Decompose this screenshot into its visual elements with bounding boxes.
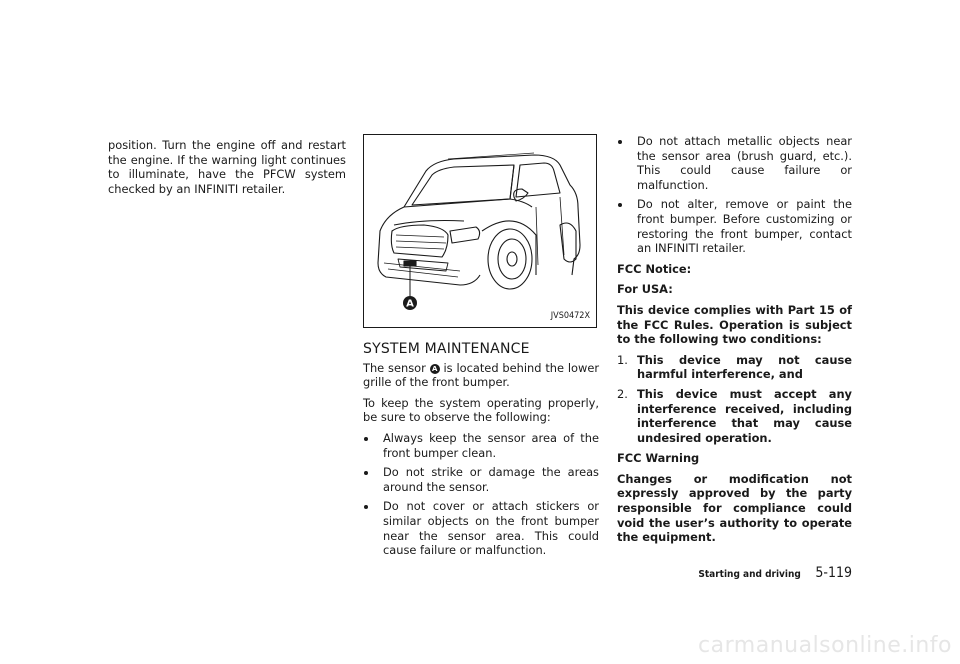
sensor-ref-badge: A [430,364,440,374]
list-item [363,465,599,494]
list-item [617,134,852,192]
fcc-warning-paragraph: Changes or modification not expressly approved by the party responsible for compliance could void the user’s authority to operate the equipment. [617,471,852,545]
maintenance-list [363,431,599,558]
list-item-text: Do not strike or damage the areas around the sensor. [383,465,599,494]
bullet-dot-icon [618,140,622,144]
maintenance-list-continued [617,134,852,256]
list-item-text: This device must accept any interference received, including interference that may cause undesired operation. [637,386,852,445]
compliance-paragraph: This device complies with Part 15 of the FCC Rules. Operation is subject to the following two conditions: [617,302,852,347]
list-item-text: Do not attach metallic objects near the sensor area (brush guard, etc.). This could cause failure or malfunction. [637,134,852,192]
body-paragraph: position. Turn the engine off and restart the engine. If the warning light continues to illuminate, have the PFCW system checked by an INFINITI retailer. [108,138,346,196]
suv-front-drawing [364,135,596,327]
sensor-text-start: The sensor [363,360,426,375]
for-usa-heading: For USA: [617,282,673,297]
sensor-location-paragraph [363,361,599,390]
fcc-warning-heading: FCC Warning [617,451,700,466]
sensor-text-end: is located behind the lower grille of the front bumper. [363,360,600,390]
list-item [617,353,852,382]
list-item-text: This device may not cause harmful interference, and [637,352,852,382]
intro-paragraph: To keep the system operating properly, be sure to observe the following: [363,395,599,425]
bullet-dot-icon [364,471,368,475]
footer-section-title: Starting and driving [698,569,801,580]
list-item-text: Do not cover or attach stickers or similar objects on the front bumper near the sensor area. This could cause failure or malfunction. [383,499,599,558]
fcc-notice-heading: FCC Notice: [617,261,692,276]
figure-code: JVS0472X [550,311,590,322]
list-item-number: 1. [617,352,628,367]
conditions-list [617,353,852,446]
callout-a-label: A [406,298,414,310]
column-left [108,138,346,202]
page-footer [698,562,852,581]
list-item [363,431,599,460]
list-item-text: Do not alter, remove or paint the front bumper. Before customizing or restoring the front bumper, contact an INFINITI retailer. [637,197,852,256]
column-right [617,134,852,551]
list-item-text: Always keep the sensor area of the front bumper clean. [383,430,599,460]
section-heading: SYSTEM MAINTENANCE [363,341,530,357]
bullet-dot-icon [618,203,622,207]
list-item [617,387,852,445]
page-number: 5-119 [815,565,852,581]
column-middle [363,134,599,564]
list-item-number: 2. [617,386,628,401]
bullet-dot-icon [364,505,368,509]
vehicle-illustration [363,134,597,328]
watermark: carmanualsonline.info [698,633,952,658]
list-item [617,197,852,255]
list-item [363,499,599,557]
bullet-dot-icon [364,437,368,441]
